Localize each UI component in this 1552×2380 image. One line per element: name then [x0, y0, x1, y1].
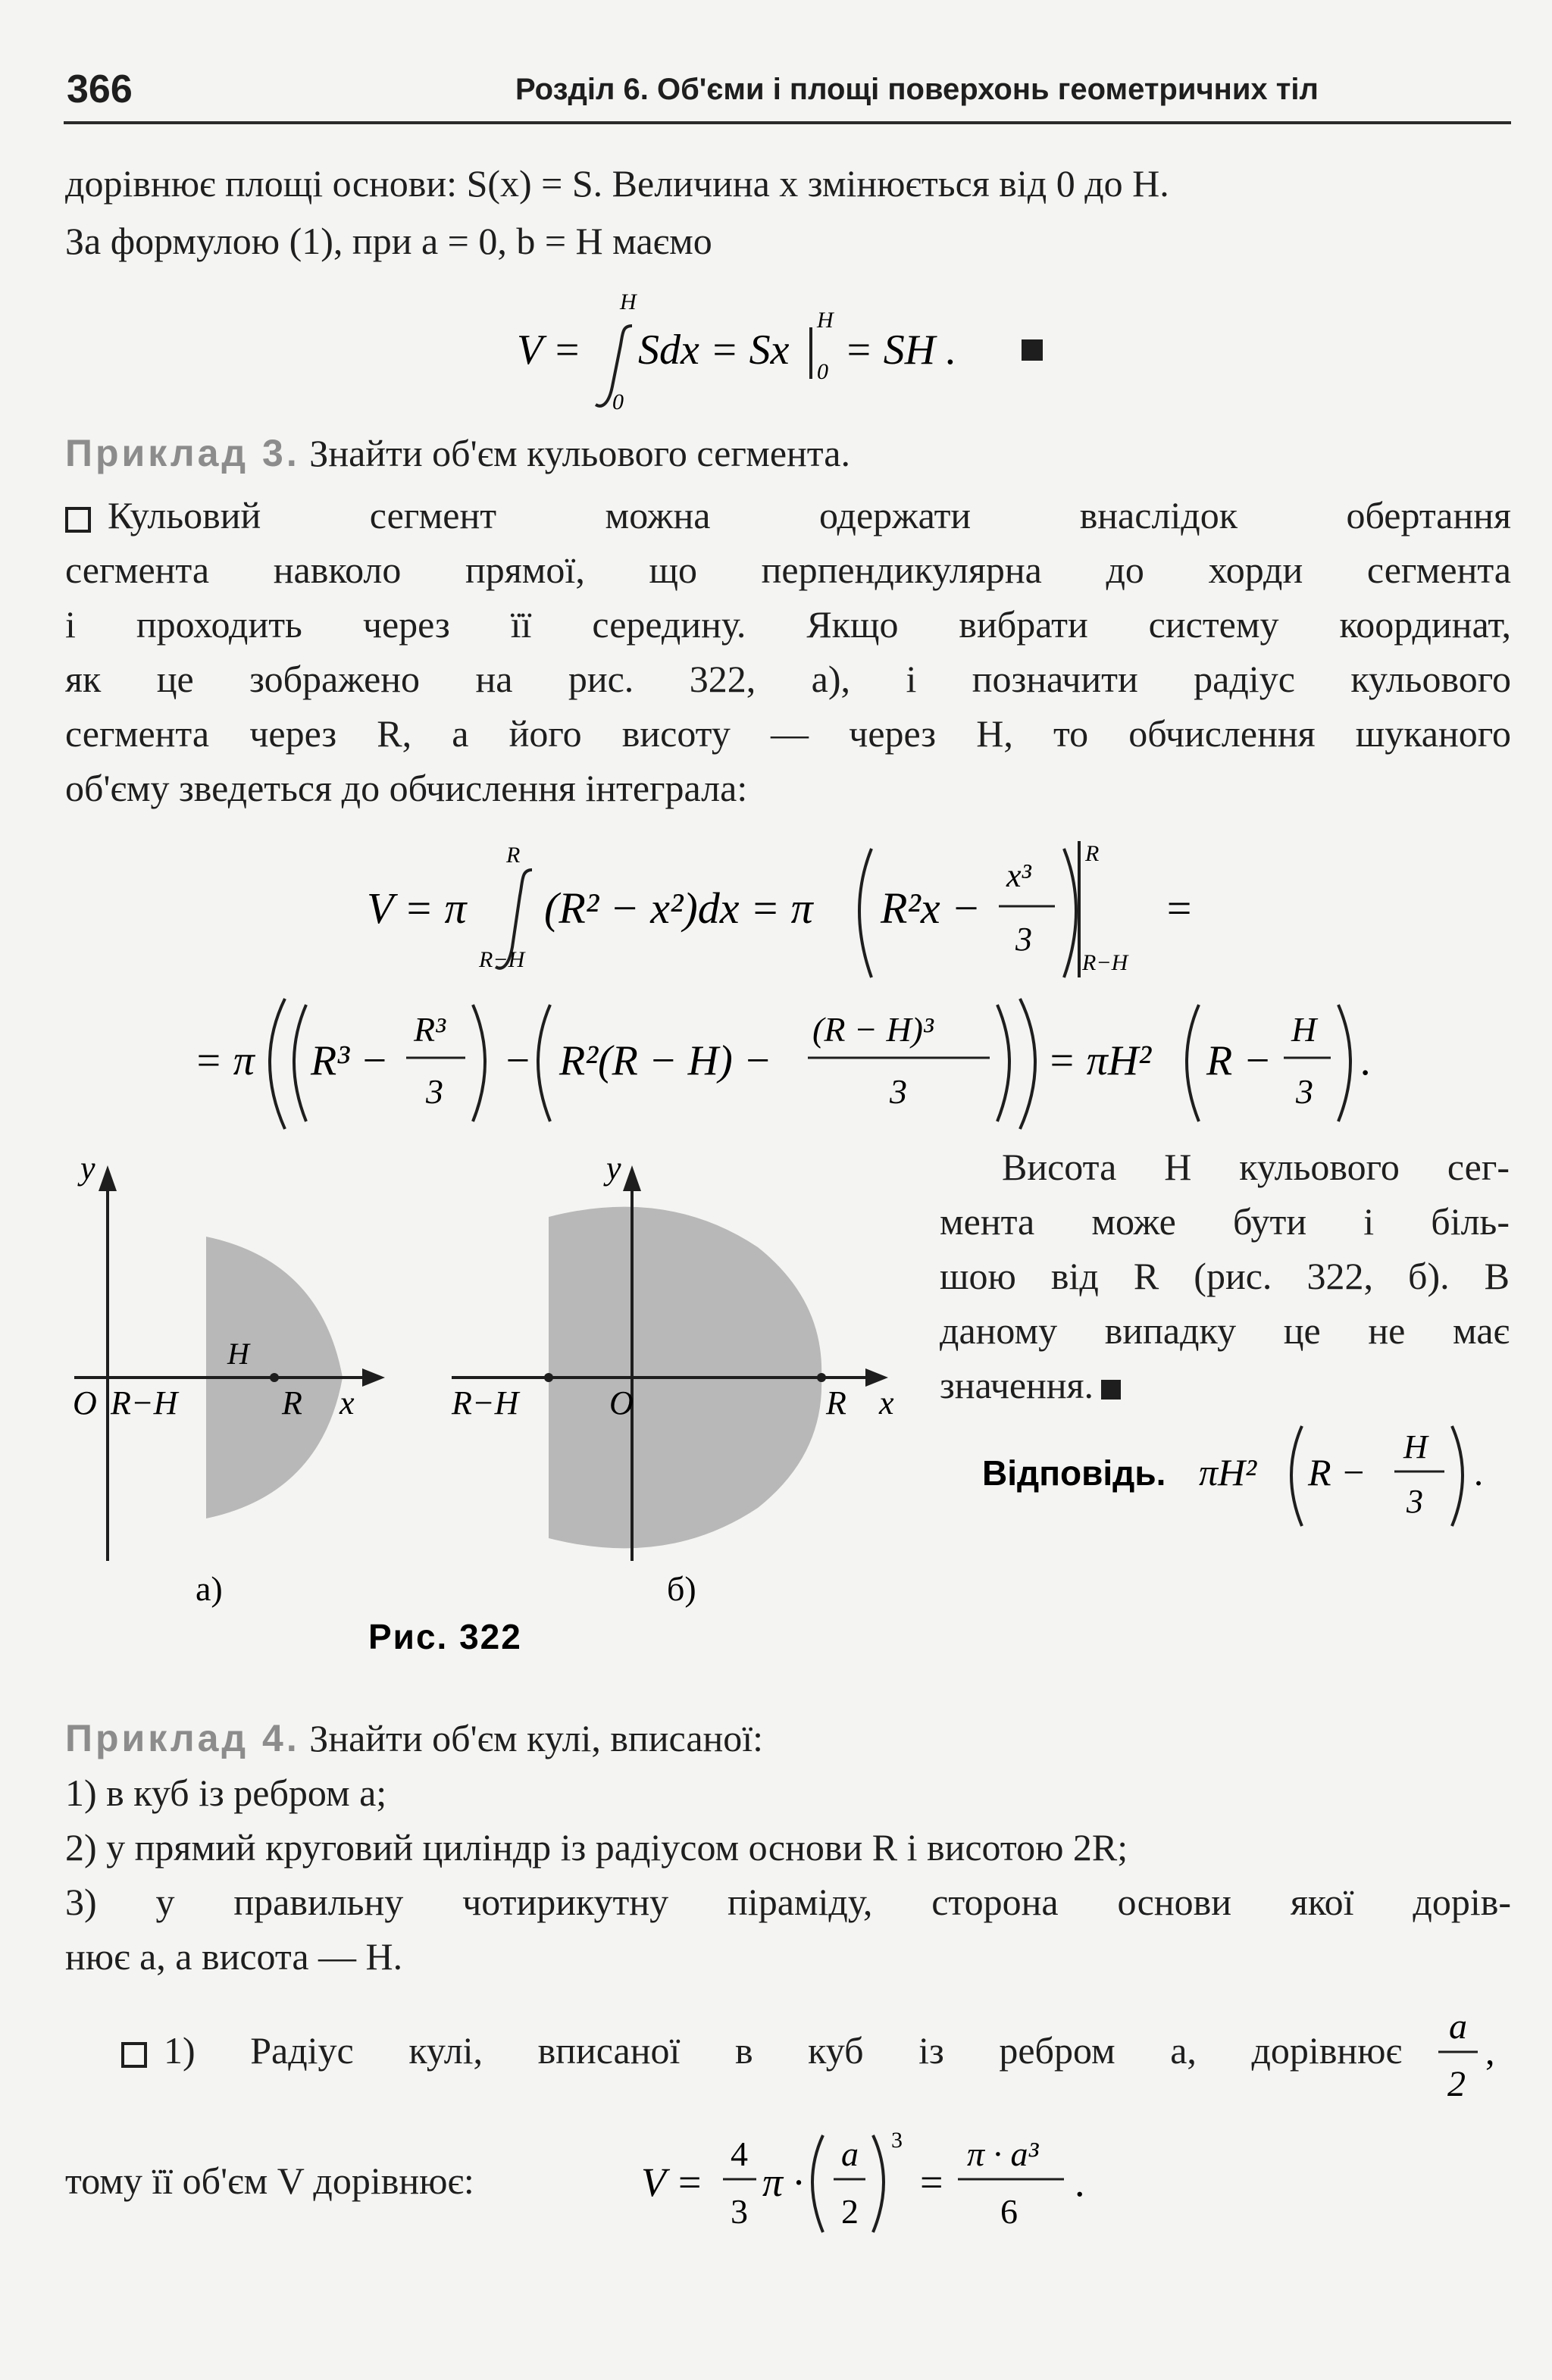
example3-line: сегмента навколо прямої, що перпендикулярна до хорди сегмента: [65, 549, 1511, 591]
vol-lhs: V =: [641, 2160, 703, 2205]
f2-lhs: V = π: [367, 884, 467, 933]
vol-c-num: 4: [731, 2134, 748, 2173]
example4-label: Приклад 4.: [65, 1717, 300, 1759]
example3-line: і проходить через її середину. Якщо вибрати систему координат,: [65, 603, 1511, 646]
sol-comma: ,: [1485, 2030, 1495, 2072]
answer-expr: πH²: [1199, 1451, 1257, 1493]
side-text-line: Висота H кульового сег-: [1002, 1146, 1510, 1188]
f1-integrand: Sdx = Sx: [638, 327, 790, 374]
example3-line: як це зображено на рис. 322, а), і позначити радіус кульового: [65, 658, 1511, 700]
example4-item: 2) у прямий круговий циліндр із радіусом основи R і висотою 2R;: [65, 1826, 1128, 1869]
section-title: Розділ 6. Об'єми і площі поверхонь геометричних тіл: [515, 73, 1319, 106]
f3-f3-den: 3: [1296, 1072, 1313, 1111]
figure-caption: Рис. 322: [368, 1617, 522, 1656]
f1-lower: 0: [612, 389, 624, 414]
f2-lower: R−H: [479, 947, 525, 972]
example4-statement: Знайти об'єм кулі, вписаної:: [309, 1717, 764, 1759]
vol-c-den: 3: [731, 2192, 748, 2231]
label-x: x: [340, 1384, 355, 1421]
f3-minus: −: [503, 1037, 532, 1084]
f3-t2: R²(R − H) −: [559, 1037, 772, 1084]
vol-exp: 3: [891, 2128, 903, 2153]
f3-start: = π: [194, 1037, 255, 1084]
sol-frac-num: a: [1449, 2006, 1467, 2047]
f2-frac-num: x³: [1006, 857, 1031, 894]
f2-rhs: =: [1164, 884, 1194, 933]
vol-b-den: 2: [841, 2192, 859, 2231]
f1-lhs: V =: [517, 327, 581, 374]
f1-eval-upper: H: [817, 308, 834, 333]
f3-end: .: [1361, 1037, 1372, 1084]
f2-upper: R: [506, 843, 521, 868]
f3-f2-den: 3: [890, 1072, 907, 1111]
f3-eq: = πH²: [1047, 1037, 1152, 1084]
vol-eq: =: [920, 2160, 943, 2205]
label-r: R: [826, 1384, 846, 1421]
vol-r-num: π · a³: [967, 2134, 1039, 2173]
example4-item: 1) в куб із ребром a;: [65, 1772, 387, 1814]
answer-den: 3: [1406, 1483, 1423, 1520]
f3-f3-num: H: [1291, 1010, 1317, 1049]
f1-upper: H: [620, 289, 637, 314]
example4-item: нює a, а висота — H.: [65, 1935, 403, 1978]
vol-lparen: [812, 2135, 823, 2232]
label-o: O: [609, 1384, 634, 1421]
example3-statement: Знайти об'єм кульового сегмента.: [309, 432, 850, 474]
example4-solution-line: 1) Радіус кулі, вписаної в куб із ребром a, дорівнює: [121, 2028, 1402, 2073]
vol-pi: π ·: [762, 2160, 804, 2205]
answer-label: Відповідь.: [982, 1453, 1166, 1493]
label-r-minus-h: R−H: [452, 1384, 519, 1421]
example3-line: Кульовий сегмент можна одержати внаслідок обертання: [65, 493, 1511, 538]
label-y: y: [606, 1149, 621, 1187]
label-x: x: [879, 1384, 894, 1421]
label-r: R: [282, 1384, 302, 1421]
f2-frac-den: 3: [1015, 921, 1032, 958]
vol-b-num: a: [841, 2134, 859, 2173]
para1-line2: За формулою (1), при a = 0, b = H маємо: [65, 220, 712, 262]
side-text-line: мента може бути і біль-: [940, 1200, 1510, 1243]
label-r-minus-h: R−H: [111, 1384, 178, 1421]
side-text-line: шою від R (рис. 322, б). В: [940, 1255, 1510, 1297]
page-number: 366: [67, 67, 133, 111]
f3-f1-num: R³: [414, 1010, 446, 1049]
figure-b-label: б): [667, 1569, 696, 1608]
f3-f1-den: 3: [426, 1072, 443, 1111]
f2-eval-lower: R−H: [1082, 950, 1128, 975]
answer-num: H: [1403, 1428, 1428, 1465]
example3-line: об'єму зведеться до обчислення інтеграла:: [65, 767, 748, 809]
vol-end: .: [1075, 2160, 1085, 2205]
side-text-line: значення.: [940, 1362, 1121, 1408]
example4-item: 3) у правильну чотирикутну піраміду, сторона основи якої дорів-: [65, 1881, 1511, 1923]
example3-line: сегмента через R, а його висоту — через H, то обчислення шуканого: [65, 712, 1511, 755]
figure-a-label: а): [196, 1569, 223, 1608]
answer-end: .: [1475, 1451, 1485, 1493]
f3-t1: R³ −: [311, 1037, 389, 1084]
f3-t3: R −: [1206, 1037, 1272, 1084]
label-y: y: [80, 1149, 95, 1187]
volume-text: тому її об'єм V дорівнює:: [65, 2160, 474, 2202]
label-o: O: [73, 1384, 97, 1421]
f1-eval-lower: 0: [817, 359, 828, 384]
side-text-line: даному випадку це не має: [940, 1309, 1510, 1352]
f2-inner-a: R²x −: [881, 884, 981, 933]
f2-eval-upper: R: [1085, 841, 1100, 866]
sol-frac-den: 2: [1447, 2064, 1466, 2104]
example3-label: Приклад 3.: [65, 432, 300, 474]
answer-t: R −: [1308, 1451, 1366, 1493]
para1-line1: дорівнює площі основи: S(x) = S. Величина x змінюється від 0 до H.: [65, 162, 1169, 205]
vol-rparen: [873, 2135, 884, 2232]
f3-f2-num: (R − H)³: [812, 1010, 934, 1049]
vol-r-den: 6: [1000, 2192, 1018, 2231]
f1-rhs: = SH .: [844, 327, 957, 374]
label-h: H: [227, 1337, 249, 1371]
f2-integrand: (R² − x²)dx = π: [544, 884, 813, 933]
